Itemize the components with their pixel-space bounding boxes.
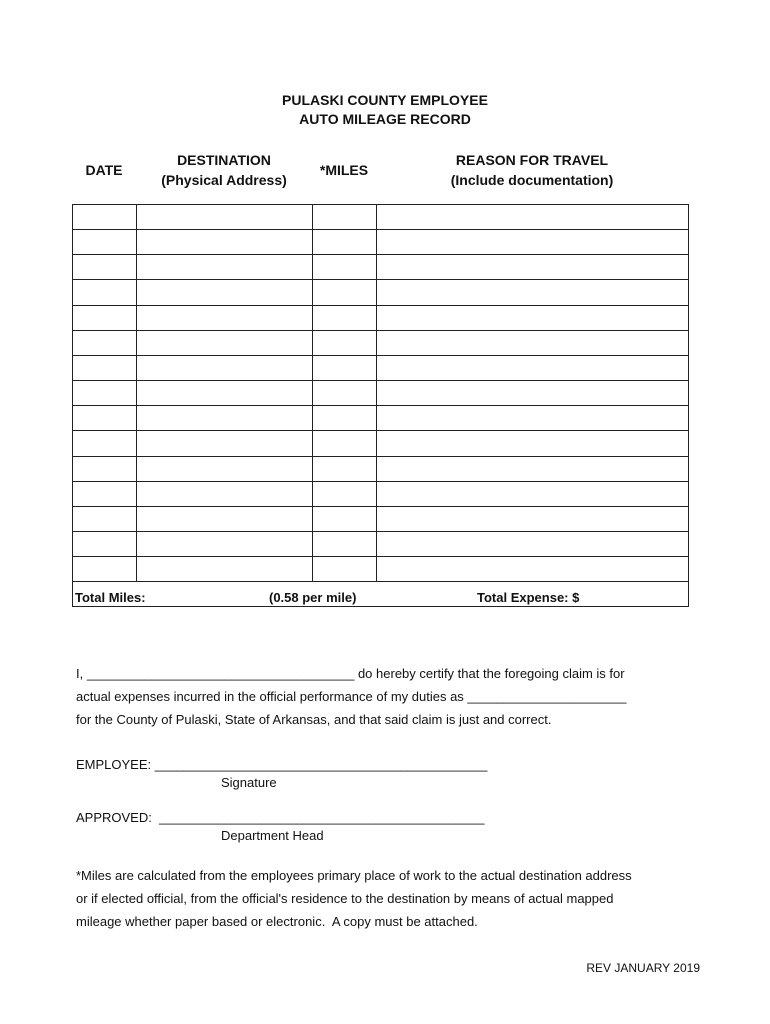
mileage-rate: (0.58 per mile) — [269, 590, 357, 605]
mileage-note-line-3: mileage whether paper based or electronic. A copy must be attached. — [76, 914, 478, 929]
column-header-destination — [136, 150, 312, 190]
table-row-line — [72, 305, 689, 306]
total-expense-label: Total Expense: $ — [477, 590, 580, 605]
form-title-line2: AUTO MILEAGE RECORD — [299, 111, 471, 127]
table-row-line — [72, 456, 689, 457]
column-header-date — [72, 160, 136, 180]
table-row-line — [72, 531, 689, 532]
certification-line-1: I, _____________________________________ do hereby certify that the foregoing claim is for — [76, 666, 625, 681]
column-date-label: DATE — [85, 162, 123, 178]
column-header-miles — [312, 160, 376, 180]
table-row-line — [72, 556, 689, 557]
column-miles-label: *MILES — [319, 162, 369, 178]
column-destination-label: DESTINATION — [177, 152, 271, 168]
table-column-line — [72, 204, 73, 607]
table-bottom-line — [72, 606, 689, 607]
table-row-line — [72, 430, 689, 431]
employee-signature-line[interactable]: EMPLOYEE: ______________________________________________ — [76, 757, 488, 772]
column-header-reason — [376, 150, 688, 190]
employee-signature-caption: Signature — [221, 775, 277, 790]
table-row-line — [72, 481, 689, 482]
table-column-line — [136, 204, 137, 582]
table-row-line — [72, 254, 689, 255]
table-row-line — [72, 204, 689, 205]
table-row-line — [72, 581, 689, 582]
column-reason-label: REASON FOR TRAVEL — [455, 152, 609, 168]
mileage-note-line-2: or if elected official, from the official's residence to the destination by means of actual mapped — [76, 891, 614, 906]
table-row-line — [72, 330, 689, 331]
form-title-line1: PULASKI COUNTY EMPLOYEE — [282, 92, 488, 108]
certification-line-3: for the County of Pulaski, State of Arkansas, and that said claim is just and correct. — [76, 712, 552, 727]
mileage-table[interactable] — [72, 204, 689, 607]
column-destination-sublabel: (Physical Address) — [161, 172, 287, 188]
table-row-line — [72, 506, 689, 507]
total-miles-label: Total Miles: — [75, 590, 146, 605]
approved-signature-caption: Department Head — [221, 828, 324, 843]
column-reason-sublabel: (Include documentation) — [450, 172, 614, 188]
table-row-line — [72, 355, 689, 356]
table-column-line — [376, 204, 377, 582]
table-row-line — [72, 229, 689, 230]
mileage-note-line-1: *Miles are calculated from the employees primary place of work to the actual destination address — [76, 868, 632, 883]
approved-signature-line[interactable]: APPROVED: _____________________________________________ — [76, 810, 485, 825]
table-column-line — [312, 204, 313, 582]
table-column-line — [688, 204, 689, 607]
revision-label: REV JANUARY 2019 — [586, 961, 700, 975]
table-row-line — [72, 279, 689, 280]
certification-line-2: actual expenses incurred in the official performance of my duties as ______________________ — [76, 689, 627, 704]
table-row-line — [72, 380, 689, 381]
table-row-line — [72, 405, 689, 406]
